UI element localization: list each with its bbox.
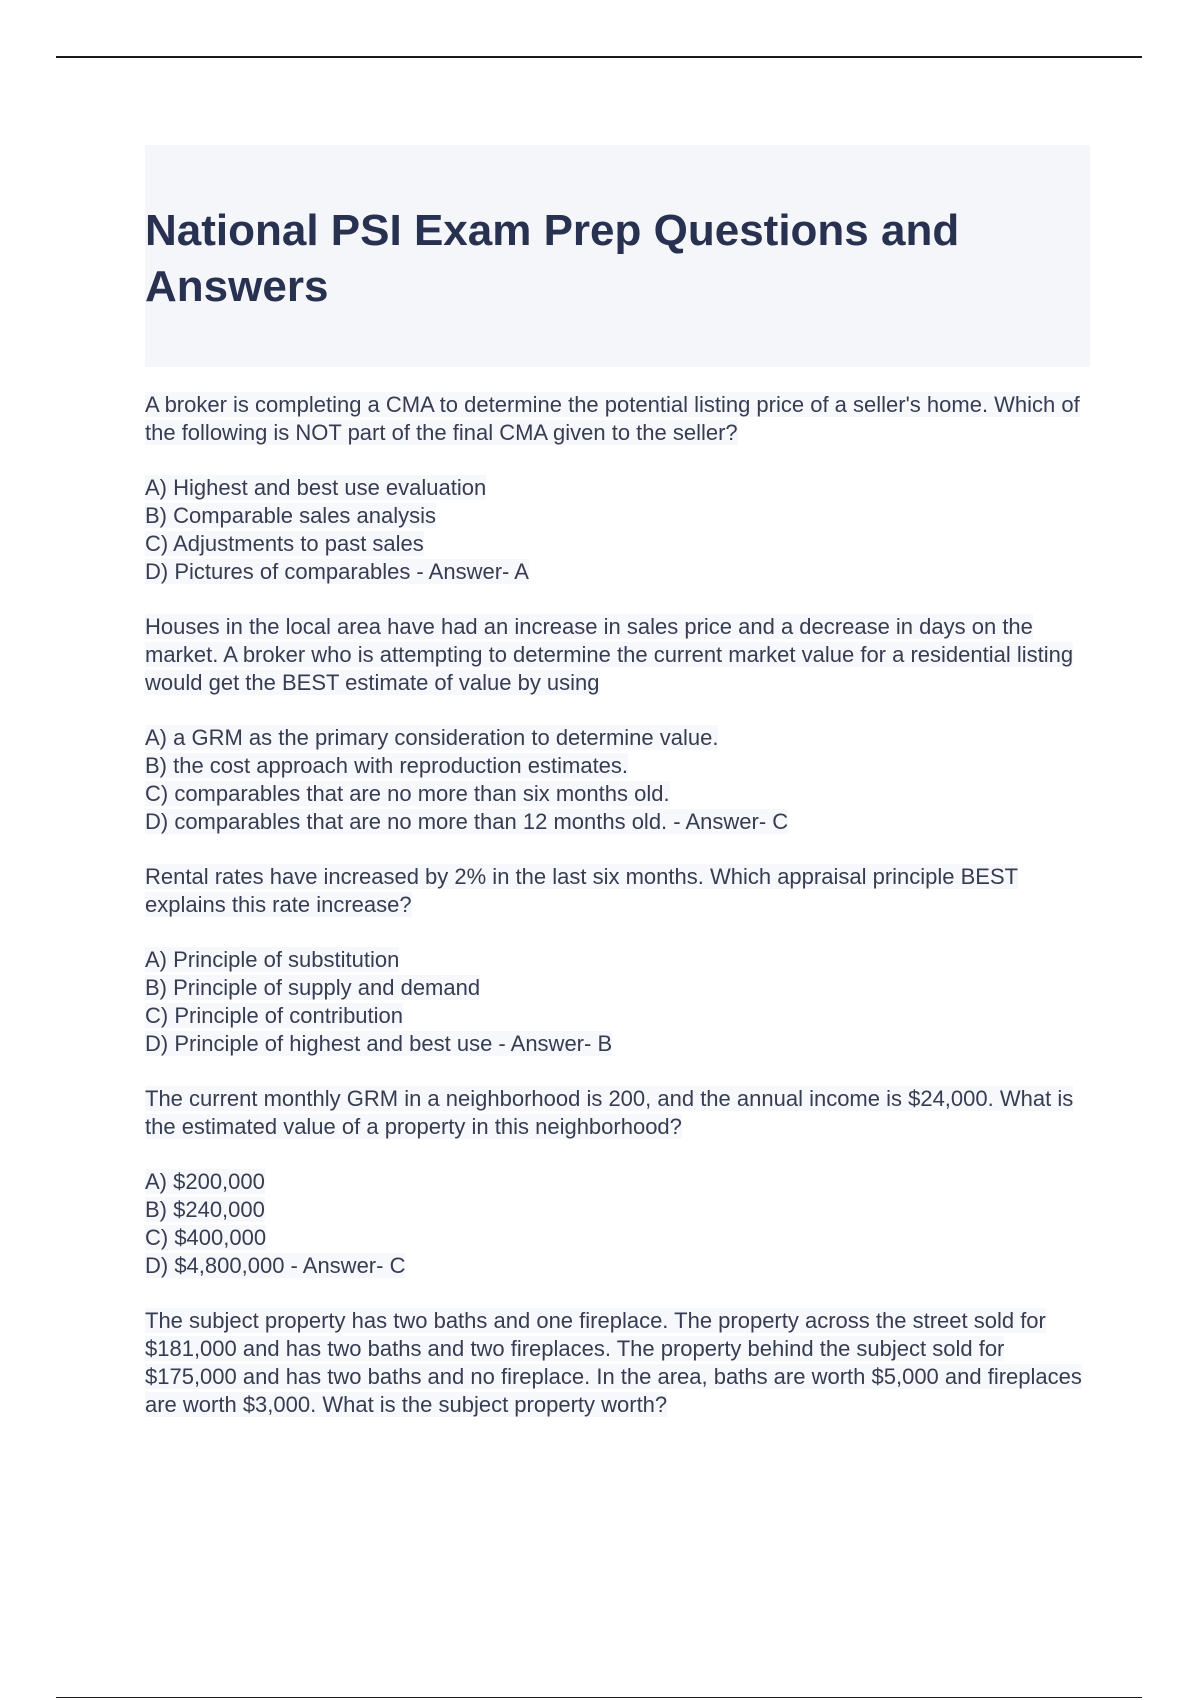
title-block bbox=[145, 145, 1090, 367]
question-text: A broker is completing a CMA to determine the potential listing price of a seller's home. Which of the following is NOT part of the final CMA given to the seller? bbox=[145, 392, 1080, 445]
option-d: D) Pictures of comparables - Answer- A bbox=[145, 559, 529, 584]
option-b: B) $240,000 bbox=[145, 1197, 265, 1222]
option-a: A) a GRM as the primary consideration to determine value. bbox=[145, 725, 719, 750]
question-item bbox=[145, 863, 1090, 1058]
option-a: A) Highest and best use evaluation bbox=[145, 475, 487, 500]
option-a: A) Principle of substitution bbox=[145, 947, 400, 972]
question-item bbox=[145, 613, 1090, 836]
question-text: Houses in the local area have had an increase in sales price and a decrease in days on the market. A broker who is attempting to determine the current market value for a residential listing would get the BEST estimate of value by using bbox=[145, 614, 1074, 695]
option-d: D) $4,800,000 - Answer- C bbox=[145, 1253, 406, 1278]
option-c: C) Adjustments to past sales bbox=[145, 531, 424, 556]
question-item bbox=[145, 1307, 1090, 1419]
page-title: National PSI Exam Prep Questions and Answers bbox=[145, 206, 960, 311]
answer-options bbox=[145, 946, 1090, 1058]
answer-options bbox=[145, 1168, 1090, 1280]
option-a: A) $200,000 bbox=[145, 1169, 265, 1194]
option-b: B) Comparable sales analysis bbox=[145, 503, 437, 528]
option-d: D) Principle of highest and best use - Answer- B bbox=[145, 1031, 613, 1056]
question-item bbox=[145, 1085, 1090, 1280]
bottom-rule bbox=[56, 1697, 1142, 1698]
option-c: C) comparables that are no more than six months old. bbox=[145, 781, 670, 806]
question-text: The subject property has two baths and one fireplace. The property across the street sold for $181,000 and has two baths and two fireplaces. The property behind the subject sold for $175,000 and has two baths and no fireplace. In the area, baths are worth $5,000 and fireplaces are worth $3,000. What is the subject property worth? bbox=[145, 1308, 1082, 1417]
top-rule bbox=[56, 56, 1142, 58]
answer-options bbox=[145, 474, 1090, 586]
question-item bbox=[145, 391, 1090, 586]
option-c: C) $400,000 bbox=[145, 1225, 267, 1250]
page-content bbox=[145, 145, 1090, 1419]
option-d: D) comparables that are no more than 12 months old. - Answer- C bbox=[145, 809, 789, 834]
question-text: The current monthly GRM in a neighborhood is 200, and the annual income is $24,000. What is the estimated value of a property in this neighborhood? bbox=[145, 1086, 1074, 1139]
answer-options bbox=[145, 724, 1090, 836]
option-b: B) Principle of supply and demand bbox=[145, 975, 481, 1000]
option-c: C) Principle of contribution bbox=[145, 1003, 404, 1028]
question-list bbox=[145, 391, 1090, 1419]
option-b: B) the cost approach with reproduction estimates. bbox=[145, 753, 629, 778]
question-text: Rental rates have increased by 2% in the last six months. Which appraisal principle BEST explains this rate increase? bbox=[145, 864, 1019, 917]
